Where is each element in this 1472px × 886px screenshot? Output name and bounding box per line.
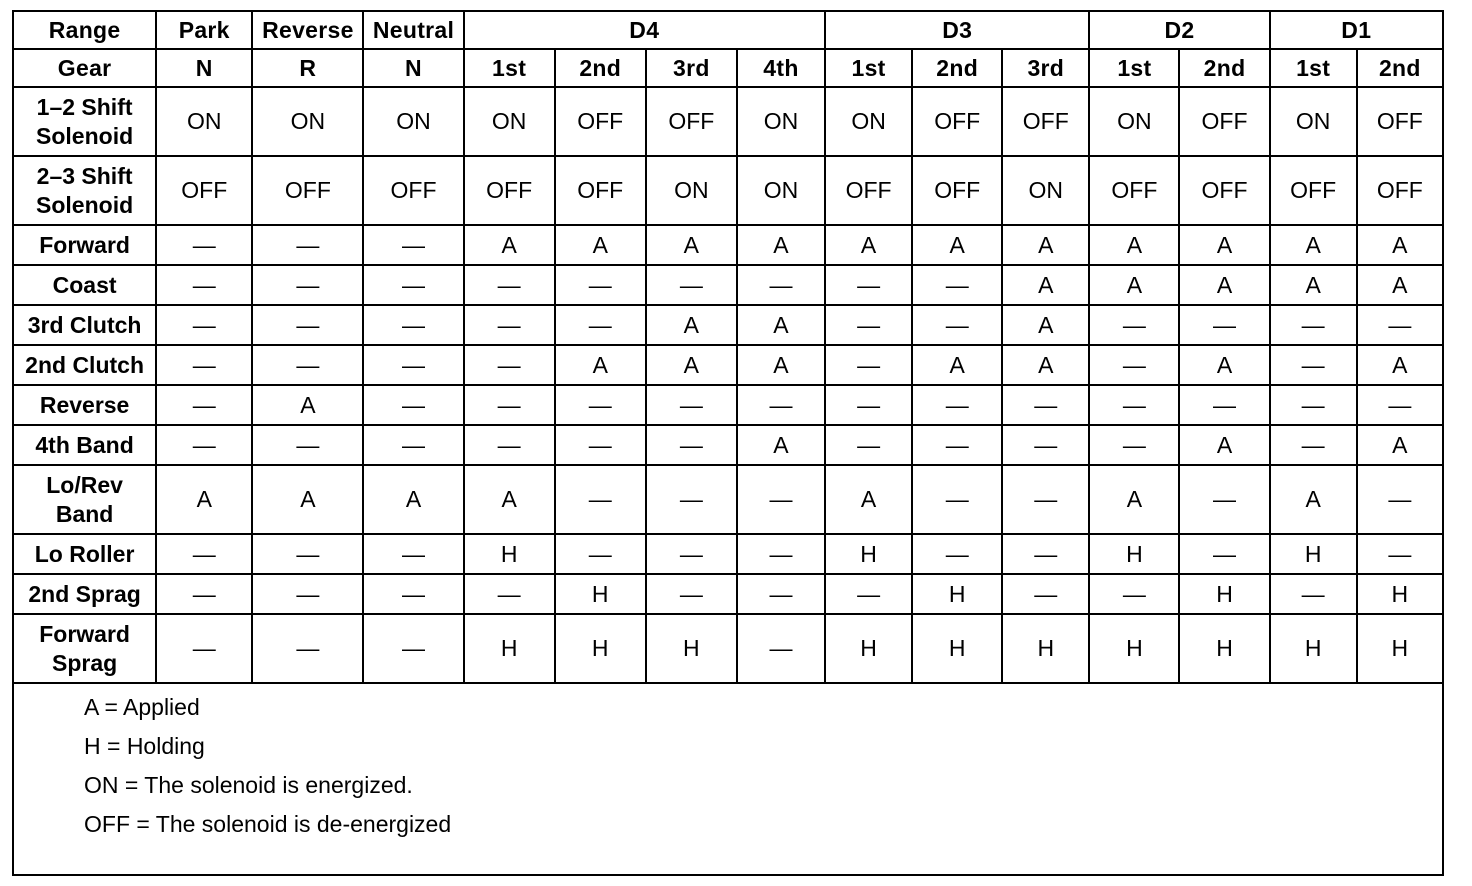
- table-cell: —: [646, 534, 737, 574]
- table-cell: —: [1089, 425, 1179, 465]
- table-cell: —: [252, 345, 363, 385]
- gear-label: Gear: [14, 49, 156, 87]
- table-cell: —: [156, 574, 252, 614]
- table-cell: A: [1270, 265, 1357, 305]
- table-cell: —: [363, 345, 463, 385]
- table-cell: H: [464, 614, 555, 683]
- solenoid-application-table: [14, 12, 1442, 684]
- table-cell: —: [912, 465, 1002, 534]
- table-cell: —: [1002, 574, 1089, 614]
- table-cell: A: [1002, 265, 1089, 305]
- gear-cell: 2nd: [1179, 49, 1269, 87]
- range-neutral: Neutral: [363, 12, 463, 49]
- row-label: [14, 305, 156, 345]
- table-cell: —: [363, 425, 463, 465]
- table-cell: —: [555, 305, 646, 345]
- table-cell: —: [555, 385, 646, 425]
- row-label-line: Solenoid: [36, 122, 134, 149]
- table-cell: —: [1270, 574, 1357, 614]
- table-cell: —: [555, 425, 646, 465]
- row-label: [14, 614, 156, 683]
- table-cell: —: [646, 265, 737, 305]
- table-row: [14, 385, 1442, 425]
- table-cell: A: [252, 385, 363, 425]
- table-cell: —: [363, 265, 463, 305]
- table-cell: OFF: [825, 156, 912, 225]
- table-cell: —: [1179, 534, 1269, 574]
- gear-cell: 3rd: [646, 49, 737, 87]
- row-label: [14, 156, 156, 225]
- table-cell: —: [1002, 385, 1089, 425]
- table-cell: —: [464, 574, 555, 614]
- table-cell: OFF: [363, 156, 463, 225]
- table-row: [14, 574, 1442, 614]
- table-cell: —: [252, 265, 363, 305]
- table-cell: —: [156, 534, 252, 574]
- table-cell: —: [1002, 534, 1089, 574]
- table-cell: —: [1179, 305, 1269, 345]
- table-row: [14, 534, 1442, 574]
- row-label: [14, 87, 156, 156]
- table-cell: OFF: [555, 87, 646, 156]
- shift-solenoid-chart: [12, 10, 1444, 876]
- table-cell: —: [825, 345, 912, 385]
- table-cell: —: [156, 614, 252, 683]
- legend-item-holding: H = Holding: [84, 733, 205, 759]
- table-cell: —: [1357, 465, 1442, 534]
- table-cell: A: [1357, 425, 1442, 465]
- row-label-line: Lo Roller: [34, 540, 135, 567]
- gear-cell: 3rd: [1002, 49, 1089, 87]
- table-cell: H: [646, 614, 737, 683]
- table-cell: ON: [464, 87, 555, 156]
- table-cell: —: [156, 305, 252, 345]
- row-label-line: 2nd Clutch: [25, 351, 145, 378]
- range-header-row: [14, 12, 1442, 49]
- row-label-line: 4th Band: [35, 431, 134, 458]
- gear-cell: 1st: [825, 49, 912, 87]
- row-label: [14, 345, 156, 385]
- row-label-line: Sprag: [52, 649, 118, 676]
- table-cell: —: [363, 574, 463, 614]
- row-label-line: Reverse: [39, 391, 130, 418]
- table-cell: —: [1089, 574, 1179, 614]
- table-cell: —: [737, 265, 825, 305]
- table-row: [14, 265, 1442, 305]
- table-cell: —: [1357, 305, 1442, 345]
- range-d1: D1: [1270, 12, 1442, 49]
- table-cell: OFF: [1357, 87, 1442, 156]
- table-cell: —: [1002, 465, 1089, 534]
- table-cell: H: [1089, 534, 1179, 574]
- table-cell: —: [363, 534, 463, 574]
- table-cell: H: [1089, 614, 1179, 683]
- row-label: [14, 534, 156, 574]
- table-cell: —: [912, 265, 1002, 305]
- table-cell: —: [912, 305, 1002, 345]
- gear-cell: N: [363, 49, 463, 87]
- table-cell: H: [825, 534, 912, 574]
- table-cell: OFF: [912, 87, 1002, 156]
- table-cell: —: [737, 385, 825, 425]
- table-cell: ON: [825, 87, 912, 156]
- table-cell: A: [737, 425, 825, 465]
- table-cell: —: [646, 465, 737, 534]
- range-d4: D4: [464, 12, 825, 49]
- table-cell: —: [1179, 465, 1269, 534]
- table-cell: —: [825, 265, 912, 305]
- table-cell: H: [1002, 614, 1089, 683]
- table-cell: —: [156, 225, 252, 265]
- table-row: [14, 225, 1442, 265]
- table-cell: H: [555, 574, 646, 614]
- table-cell: A: [1002, 305, 1089, 345]
- row-label: [14, 225, 156, 265]
- table-cell: A: [1089, 465, 1179, 534]
- gear-cell: 2nd: [555, 49, 646, 87]
- table-cell: —: [912, 385, 1002, 425]
- table-cell: H: [912, 614, 1002, 683]
- table-cell: —: [363, 305, 463, 345]
- table-cell: A: [1002, 345, 1089, 385]
- table-cell: A: [363, 465, 463, 534]
- table-cell: —: [1089, 385, 1179, 425]
- table-cell: —: [555, 465, 646, 534]
- table-cell: —: [1179, 385, 1269, 425]
- table-cell: —: [825, 385, 912, 425]
- table-cell: —: [1089, 345, 1179, 385]
- table-cell: —: [1002, 425, 1089, 465]
- range-reverse: Reverse: [252, 12, 363, 49]
- table-cell: H: [912, 574, 1002, 614]
- table-cell: —: [912, 425, 1002, 465]
- table-cell: ON: [1002, 156, 1089, 225]
- table-cell: A: [1089, 265, 1179, 305]
- gear-cell: 4th: [737, 49, 825, 87]
- table-cell: —: [825, 574, 912, 614]
- row-label-line: 3rd Clutch: [27, 311, 142, 338]
- table-cell: A: [1179, 425, 1269, 465]
- range-d3: D3: [825, 12, 1089, 49]
- table-cell: —: [737, 465, 825, 534]
- table-cell: H: [1357, 614, 1442, 683]
- table-cell: ON: [646, 156, 737, 225]
- table-cell: OFF: [1179, 87, 1269, 156]
- table-cell: —: [252, 305, 363, 345]
- table-cell: —: [912, 534, 1002, 574]
- row-label-line: Band: [55, 500, 114, 527]
- legend-item-applied: A = Applied: [84, 694, 200, 720]
- table-cell: OFF: [1270, 156, 1357, 225]
- table-cell: ON: [737, 87, 825, 156]
- table-cell: H: [1179, 574, 1269, 614]
- table-cell: ON: [156, 87, 252, 156]
- table-cell: A: [737, 345, 825, 385]
- row-label-line: Coast: [52, 271, 117, 298]
- table-cell: A: [646, 345, 737, 385]
- table-cell: —: [555, 534, 646, 574]
- table-cell: A: [1179, 225, 1269, 265]
- table-cell: —: [1270, 345, 1357, 385]
- table-cell: —: [363, 385, 463, 425]
- table-row: [14, 87, 1442, 156]
- table-cell: A: [825, 465, 912, 534]
- row-label-line: 2nd Sprag: [28, 580, 141, 607]
- table-cell: A: [1357, 265, 1442, 305]
- range-d2: D2: [1089, 12, 1269, 49]
- table-cell: A: [1270, 225, 1357, 265]
- table-cell: H: [1270, 534, 1357, 574]
- gear-cell: 1st: [464, 49, 555, 87]
- row-label-line: 1–2 Shift: [36, 93, 133, 120]
- table-cell: A: [464, 465, 555, 534]
- row-label-line: 2–3 Shift: [36, 162, 133, 189]
- range-label: Range: [14, 12, 156, 49]
- table-cell: A: [737, 225, 825, 265]
- table-cell: —: [825, 425, 912, 465]
- table-cell: ON: [1270, 87, 1357, 156]
- table-cell: —: [825, 305, 912, 345]
- table-cell: —: [646, 574, 737, 614]
- table-cell: H: [464, 534, 555, 574]
- table-cell: A: [1179, 265, 1269, 305]
- row-label: [14, 465, 156, 534]
- gear-cell: 1st: [1270, 49, 1357, 87]
- table-cell: A: [252, 465, 363, 534]
- table-cell: H: [555, 614, 646, 683]
- table-cell: H: [1270, 614, 1357, 683]
- table-cell: —: [737, 614, 825, 683]
- table-cell: A: [1179, 345, 1269, 385]
- table-cell: —: [1270, 305, 1357, 345]
- gear-cell: R: [252, 49, 363, 87]
- table-cell: —: [252, 614, 363, 683]
- table-row: [14, 614, 1442, 683]
- table-cell: —: [156, 385, 252, 425]
- table-cell: H: [825, 614, 912, 683]
- table-cell: OFF: [252, 156, 363, 225]
- table-cell: —: [156, 345, 252, 385]
- table-cell: A: [912, 225, 1002, 265]
- legend-item-on: ON = The solenoid is energized.: [84, 772, 413, 798]
- table-cell: —: [363, 225, 463, 265]
- table-cell: —: [1357, 385, 1442, 425]
- table-cell: —: [646, 425, 737, 465]
- gear-cell: N: [156, 49, 252, 87]
- table-cell: A: [646, 305, 737, 345]
- table-cell: H: [1179, 614, 1269, 683]
- table-cell: —: [252, 425, 363, 465]
- range-park: Park: [156, 12, 252, 49]
- table-cell: —: [363, 614, 463, 683]
- table-cell: OFF: [1002, 87, 1089, 156]
- table-cell: ON: [252, 87, 363, 156]
- table-cell: —: [646, 385, 737, 425]
- table-cell: —: [464, 305, 555, 345]
- row-label: [14, 385, 156, 425]
- table-cell: ON: [363, 87, 463, 156]
- table-cell: OFF: [646, 87, 737, 156]
- table-cell: OFF: [464, 156, 555, 225]
- table-cell: —: [737, 574, 825, 614]
- row-label: [14, 574, 156, 614]
- legend-item-off: OFF = The solenoid is de-energized: [84, 811, 452, 837]
- table-cell: A: [555, 225, 646, 265]
- table-row: [14, 465, 1442, 534]
- table-cell: A: [464, 225, 555, 265]
- table-row: [14, 345, 1442, 385]
- table-cell: —: [252, 534, 363, 574]
- table-cell: —: [156, 265, 252, 305]
- table-cell: A: [156, 465, 252, 534]
- table-cell: A: [1270, 465, 1357, 534]
- table-cell: —: [1089, 305, 1179, 345]
- table-cell: OFF: [1357, 156, 1442, 225]
- table-cell: —: [464, 345, 555, 385]
- table-cell: H: [1357, 574, 1442, 614]
- table-cell: —: [252, 574, 363, 614]
- table-cell: —: [555, 265, 646, 305]
- table-cell: —: [1270, 425, 1357, 465]
- table-cell: OFF: [156, 156, 252, 225]
- row-label: [14, 265, 156, 305]
- table-cell: ON: [1089, 87, 1179, 156]
- gear-header-row: [14, 49, 1442, 87]
- table-row: [14, 425, 1442, 465]
- row-label-line: Lo/Rev: [46, 471, 123, 498]
- table-row: [14, 156, 1442, 225]
- table-cell: OFF: [1089, 156, 1179, 225]
- table-cell: —: [156, 425, 252, 465]
- gear-cell: 2nd: [912, 49, 1002, 87]
- table-cell: A: [912, 345, 1002, 385]
- table-cell: —: [464, 425, 555, 465]
- table-cell: OFF: [912, 156, 1002, 225]
- table-cell: A: [1357, 225, 1442, 265]
- table-cell: A: [555, 345, 646, 385]
- table-cell: A: [1089, 225, 1179, 265]
- table-cell: —: [1270, 385, 1357, 425]
- table-cell: A: [1357, 345, 1442, 385]
- table-cell: —: [464, 265, 555, 305]
- table-cell: A: [1002, 225, 1089, 265]
- row-label-line: Solenoid: [36, 191, 134, 218]
- legend: [14, 684, 1442, 844]
- table-cell: ON: [737, 156, 825, 225]
- row-label: [14, 425, 156, 465]
- gear-cell: 1st: [1089, 49, 1179, 87]
- row-label-line: Forward: [39, 231, 130, 258]
- gear-cell: 2nd: [1357, 49, 1442, 87]
- table-cell: OFF: [1179, 156, 1269, 225]
- table-cell: —: [464, 385, 555, 425]
- table-cell: A: [737, 305, 825, 345]
- table-cell: OFF: [555, 156, 646, 225]
- table-row: [14, 305, 1442, 345]
- table-cell: —: [737, 534, 825, 574]
- row-label-line: Forward: [39, 620, 130, 647]
- table-cell: A: [646, 225, 737, 265]
- table-cell: A: [825, 225, 912, 265]
- table-cell: —: [252, 225, 363, 265]
- table-cell: —: [1357, 534, 1442, 574]
